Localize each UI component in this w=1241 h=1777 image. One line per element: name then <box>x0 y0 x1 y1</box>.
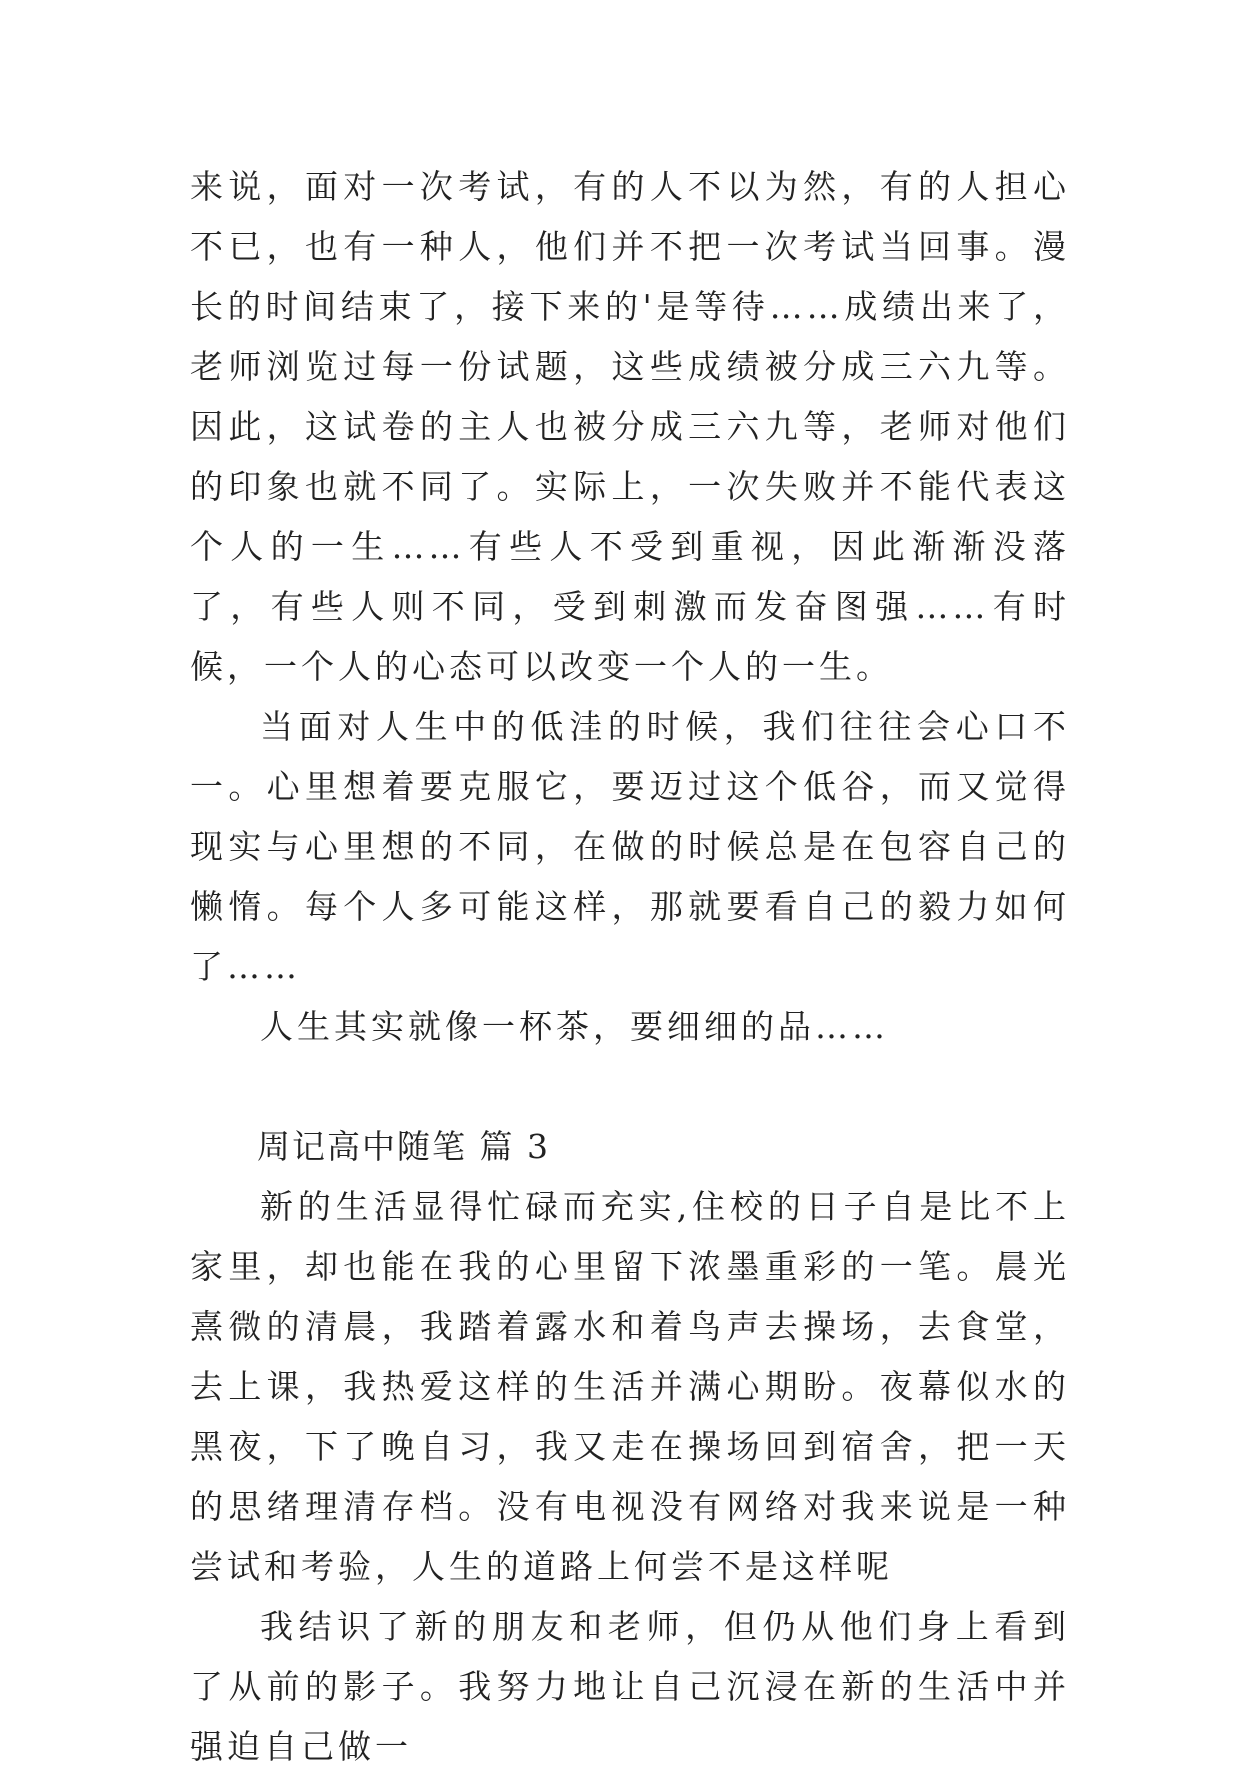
paragraph-new-friends: 我结识了新的朋友和老师，但仍从他们身上看到了从前的影子。我努力地让自己沉浸在新的生活中并强迫自己做一 <box>190 1607 1070 1766</box>
paragraph-low-point: 当面对人生中的低洼的时候，我们往往会心口不一。心里想着要克服它，要迈过这个低谷，而又觉得现实与心里想的不同，在做的时候总是在包容自己的懒惰。每个人多可能这样，那就要看自己的毅力如何了…… <box>190 707 1070 986</box>
paragraph-new-life: 新的生活显得忙碌而充实,住校的日子自是比不上家里，却也能在我的心里留下浓墨重彩的一笔。晨光熹微的清晨，我踏着露水和着鸟声去操场，去食堂，去上课，我热爱这样的生活并满心期盼。夜幕似水的黑夜，下了晚自习，我又走在操场回到宿舍，把一天的思绪理清存档。没有电视没有网络对我来说是一种尝试和考验，人生的道路上何尝不是这样呢 <box>190 1187 1070 1586</box>
paragraph-exam: 来说，面对一次考试，有的人不以为然，有的人担心不已，也有一种人，他们并不把一次考试当回事。漫长的时间结束了，接下来的'是等待……成绩出来了，老师浏览过每一份试题，这些成绩被分成三六九等。因此，这试卷的主人也被分成三六九等，老师对他们的印象也就不同了。实际上，一次失败并不能代表这个人的一生……有些人不受到重视，因此渐渐没落了，有些人则不同，受到刺激而发奋图强……有时候，一个人的心态可以改变一个人的一生。 <box>190 167 1070 686</box>
paragraph-tea: 人生其实就像一杯茶，要细细的品…… <box>260 1007 889 1046</box>
document-body <box>190 157 1070 1777</box>
section-gap <box>190 1057 1070 1117</box>
section-title: 周记高中随笔 篇 3 <box>257 1127 550 1166</box>
